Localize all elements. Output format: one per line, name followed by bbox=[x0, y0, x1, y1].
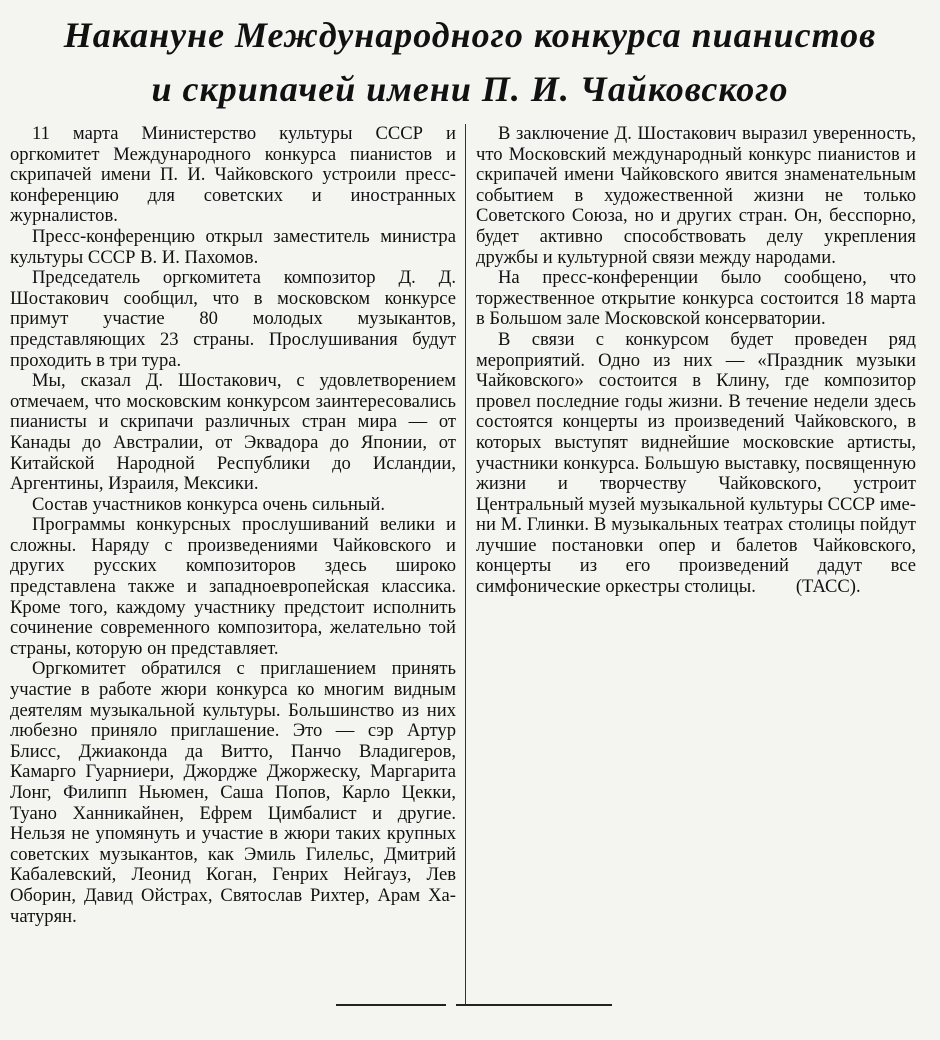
headline-line-1: Накануне Международного конкурса пианистов bbox=[63, 15, 877, 55]
headline-line-2: и скрипачей имени П. И. Чайковского bbox=[151, 69, 789, 109]
paragraph: Председатель оргкомитета композитор Д. Д. Шостакович сообщил, что в московском конкурсе примут участие 80 молодых музыкантов, представляющих 23 страны. Прослушивания будут проходить в три тура. bbox=[10, 267, 456, 371]
paragraph-jury: Оргкомитет обратился с приглашением принять участие в работе жюри конкурса ко многим видным деятелям музыкальной культуры. Большинство из них любезно приняло приглашение. Это — сэр Артур Блисс, Джиаконда да Витто, Панчо Владигеров, Камарго Гуарниери, Джордже Джоржеску, Маргарита Лонг, Филипп Ньюмен, Саша Попов, Карло Цекки, Туано Ханникайнен, Ефрем Цимбалист и другие. Нельзя не упомянуть и участие в жюри таких крупных советских музыкантов, как Эмиль Гилельс, Дмитрий Кабалевский, Леонид Коган, Генрих Нейгауз, Лев Оборин, Давид Ойстрах, Святослав Рихтер, Арам Хачатурян. bbox=[10, 658, 456, 927]
paragraph: В заключение Д. Шостакович выразил уверенность, что Московский международный конкурс пианистов и скрипачей имени Чайковского явится знаменательным событием в художественной жизни не только Советского Союза, но и других стран. Он, бесспорно, будет активно способствовать делу укрепления дружбы и культурной связи между народами. bbox=[476, 123, 916, 268]
article-column-right bbox=[476, 124, 916, 598]
paragraph: Программы конкурсных прослушиваний велики и сложны. Наряду с произведениями Чайковского и других русских композиторов здесь широко представлена также и западноевропейская классика. Кроме того, каждому участнику предстоит исполнить сочинение современного композитора, желательно той страны, которую он представляет. bbox=[10, 514, 456, 659]
column-divider bbox=[465, 124, 466, 1004]
paragraph: На пресс-конференции было сообщено, что торжественное открытие конкурса состоится 18 марта в Большом зале Московской консерватории. bbox=[476, 267, 916, 330]
article-column-left bbox=[10, 124, 456, 927]
headline bbox=[0, 8, 940, 116]
paragraph: 11 марта Министерство культуры СССР и оргкомитет Международного конкурса пианистов и скрипачей имени П. И. Чайковского устроили пресс-конференцию для советских и иностранных журналистов. bbox=[10, 123, 456, 227]
end-rule-right bbox=[456, 1004, 612, 1006]
paragraph: Состав участников конкурса очень сильный. bbox=[32, 493, 386, 515]
paragraph: Пресс-конференцию открыл заместитель министра культуры СССР В. И. Пахомов. bbox=[10, 225, 456, 268]
paragraph-text: В связи с конкурсом будет проведен ряд мероприятий. Одно из них — «Праздник музыки Чайковского» состоится в Клину, где композитор провел последние годы жизни. В течение недели здесь состоятся концерты из произведений Чайковского, в которых выступят виднейшие московские артисты, участники конкурса. Большую выставку, посвященную жизни и творчеству Чайковского, устроит Центральный музей музыкальной культуры СССР имени М. Глинки. В музыкальных театрах столицы пойдут лучшие постановки опер и балетов Чайковского, концерты из его произведений дадут все симфонические оркестры столицы. bbox=[476, 328, 916, 598]
paragraph: Мы, сказал Д. Шостакович, с удовлетворением отмечаем, что московским конкурсом заинтересовались пианисты и скрипачи различных стран мира — от Канады до Австралии, от Эквадора до Японии, от Китайской Народной Республики до Исландии, Аргентины, Израиля, Мексики. bbox=[10, 370, 456, 495]
paragraph-final bbox=[476, 330, 916, 598]
source-credit: (ТАСС). bbox=[795, 576, 861, 598]
end-rule-left bbox=[336, 1004, 446, 1006]
